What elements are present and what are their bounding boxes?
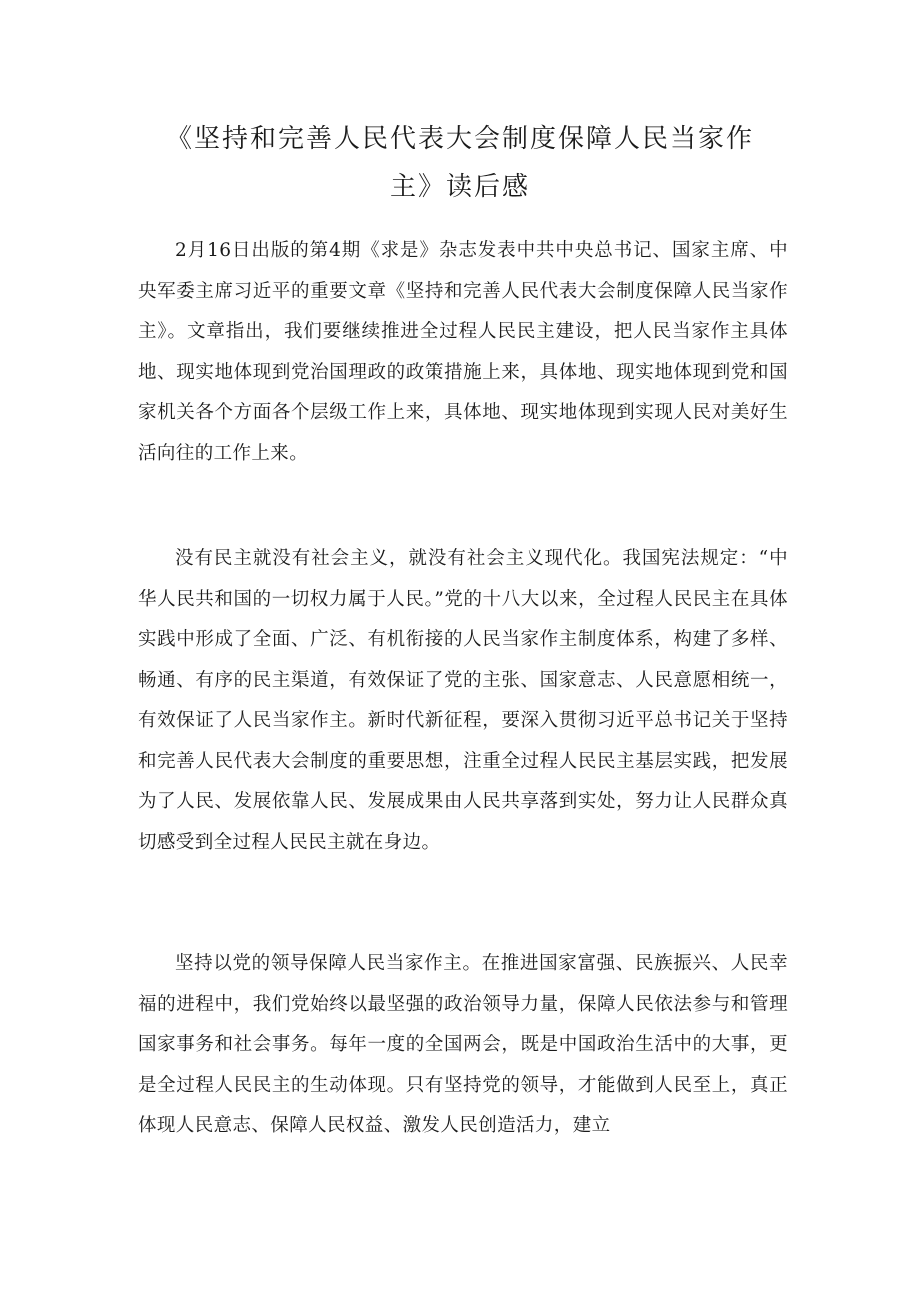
paragraph-3: 坚持以党的领导保障人民当家作主。在推进国家富强、民族振兴、人民幸福的进程中，我们党始终以最坚强的政治领导力量，保障人民依法参与和管理国家事务和社会事务。每年一度的全国两会，既是中国政治生活中的大事，更是全过程人民民主的生动体现。只有坚持党的领导，才能做到人民至上，真正体现人民意志、保障人民权益、激发人民创造活力，建立 — [138, 953, 788, 1136]
document-title-line-1: 《坚持和完善人民代表大会制度保障人民当家作 — [165, 124, 754, 154]
paragraph-2: 没有民主就没有社会主义，就没有社会主义现代化。我国宪法规定：“中华人民共和国的一切权力属于人民。”党的十八大以来，全过程人民民主在具体实践中形成了全面、广泛、有机衔接的人民当家作主制度体系，构建了多样、畅通、有序的民主渠道，有效保证了党的主张、国家意志、人民意愿相统一，有效保证了人民当家作主。新时代新征程，要深入贯彻习近平总书记关于坚持和完善人民代表大会制度的重要思想，注重全过程人民民主基层实践，把发展为了人民、发展依靠人民、发展成果由人民共享落到实处，努力让人民群众真切感受到全过程人民民主就在身边。 — [138, 548, 788, 853]
document-title-line-2: 主》读后感 — [389, 172, 530, 202]
paragraph-1: 2月16日出版的第4期《求是》杂志发表中共中央总书记、国家主席、中央军委主席习近平的重要文章《坚持和完善人民代表大会制度保障人民当家作主》。文章指出，我们要继续推进全过程人民民主建设，把人民当家作主具体地、现实地体现到党治国理政的政策措施上来，具体地、现实地体现到党和国家机关各个方面各个层级工作上来，具体地、现实地体现到实现人民对美好生活向往的工作上来。 — [138, 240, 788, 464]
